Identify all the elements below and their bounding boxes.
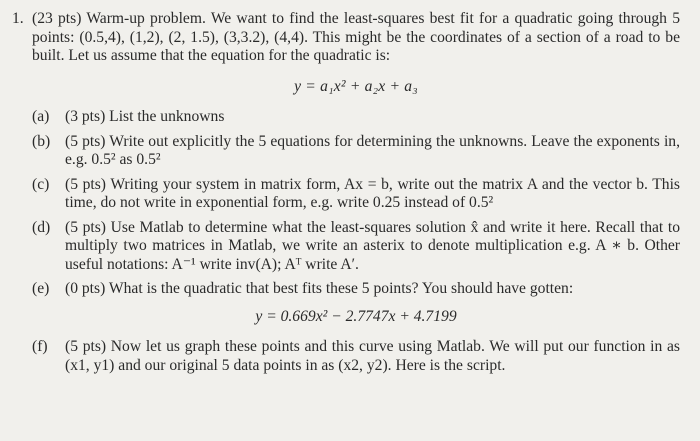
part-text: (5 pts) Writing your system in matrix form, Ax = b, write out the matrix A and the vector b. This time, do not write in exponential form, e.g. write 0.25 instead of 0.5² <box>65 175 680 211</box>
part-text: (5 pts) Now let us graph these points and this curve using Matlab. We will put our function in as (x1, y1) and our original 5 data points in as (x2, y2). Here is the script. <box>65 338 680 374</box>
part-b <box>32 133 680 170</box>
part-label: (f) <box>32 338 48 355</box>
part-label: (b) <box>32 132 51 150</box>
part-text: (5 pts) Write out explicitly the 5 equations for determining the unknowns. Leave the exponents in, e.g. 0.5² as 0.5² <box>65 132 680 168</box>
problem-body <box>32 10 680 108</box>
part-text: (0 pts) What is the quadratic that best fits these 5 points? You should have gotten: <box>65 280 574 297</box>
quadratic-equation: y = a₁x² + a₂x + a₃ <box>294 77 418 95</box>
part-e <box>32 280 680 299</box>
part-label: (d) <box>32 218 51 236</box>
part-text: (5 pts) Use Matlab to determine what the least-squares solution x̂ and write it here. Recall that to multiply two matrices in Matlab, we write an asterix to denote multiplication e.g. A ∗ b. Other useful notations: A⁻¹ write inv(A); Aᵀ write A′. <box>65 218 680 273</box>
problem-number: 1. <box>12 10 24 27</box>
part-label: (a) <box>32 108 50 125</box>
part-a <box>32 108 680 127</box>
part-label: (e) <box>32 280 50 297</box>
part-d <box>32 219 680 275</box>
part-text: (3 pts) List the unknowns <box>65 108 225 125</box>
part-f <box>32 338 680 375</box>
parts-list <box>32 108 680 375</box>
result-equation: y = 0.669x² − 2.7747x + 4.7199 <box>255 307 457 325</box>
problem-1 <box>12 10 680 108</box>
part-label: (c) <box>32 175 50 193</box>
problem-intro: (23 pts) Warm-up problem. We want to find the least-squares best fit for a quadratic going through 5 points: (0.5,4), (1,2), (2, 1.5), (3,3.2), (4,4). This might be the coordinates of a section of a road to be built. Let us assume that the equation for the quadratic is: <box>32 10 680 64</box>
part-c <box>32 176 680 213</box>
